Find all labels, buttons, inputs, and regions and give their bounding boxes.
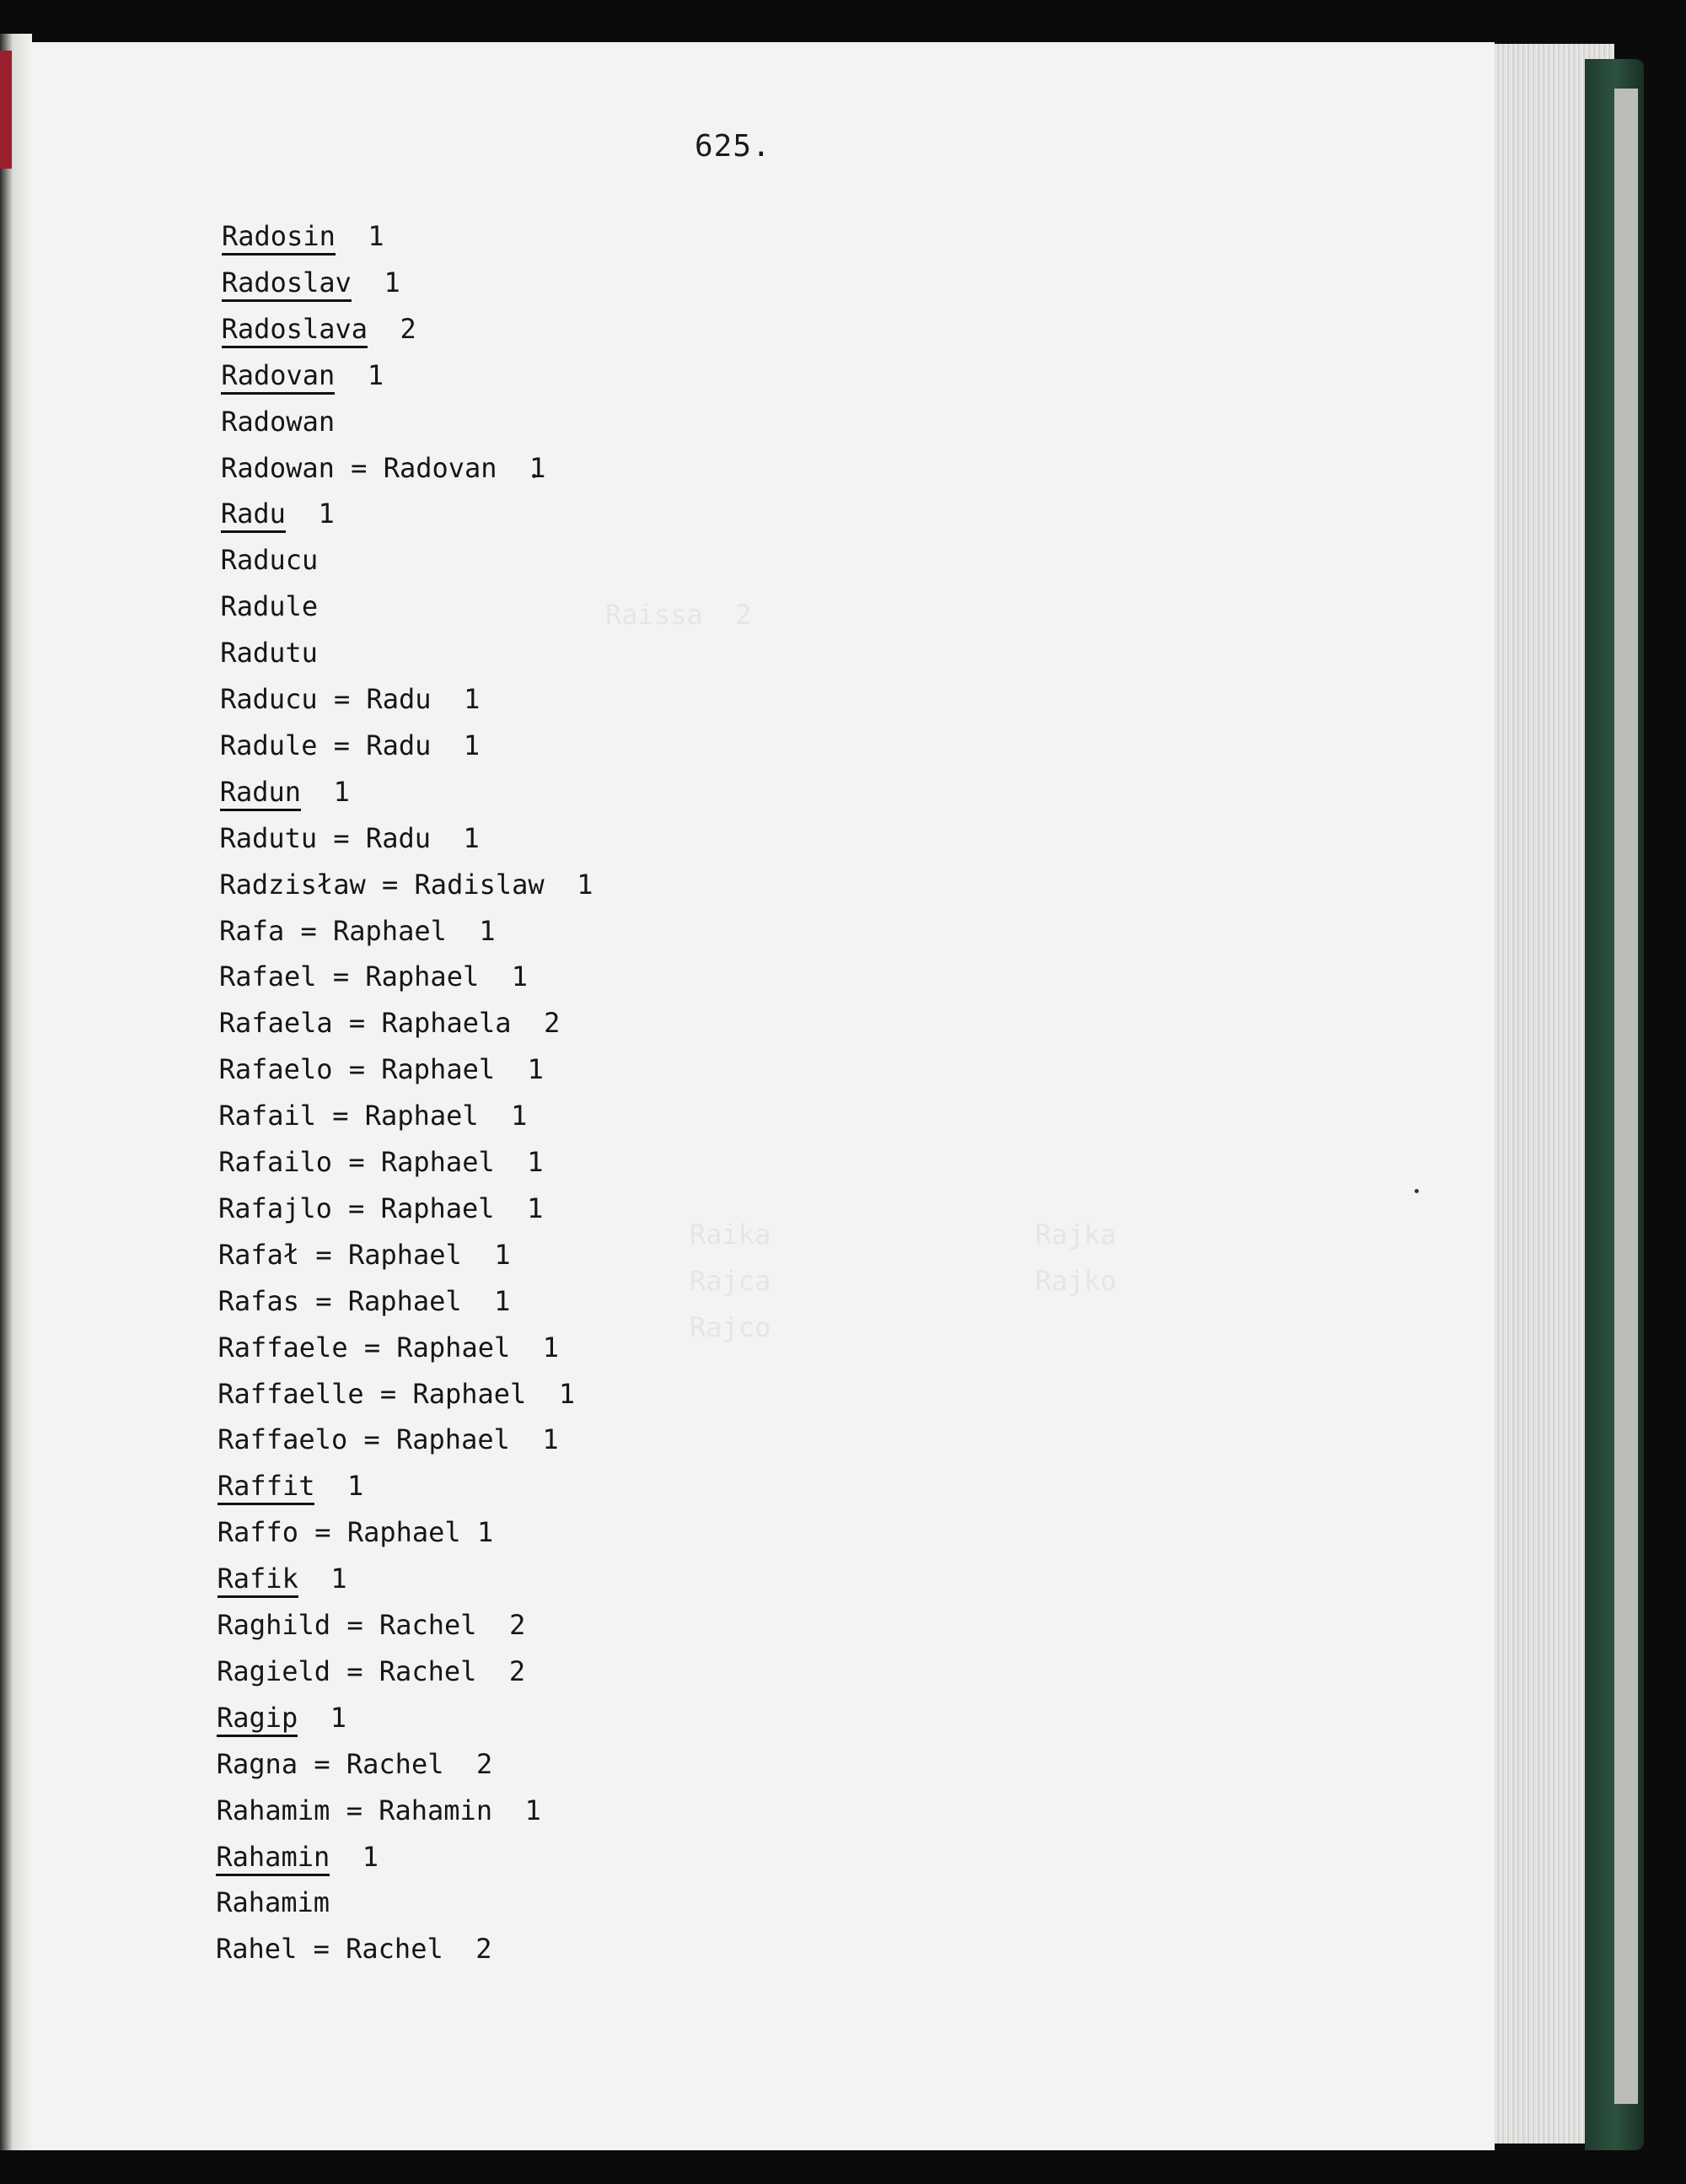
- entry-line: [217, 1701, 346, 1735]
- entry-reference: = Raphael 1: [316, 960, 529, 993]
- entry-reference: 1: [298, 1701, 347, 1734]
- entry-line: [221, 497, 335, 530]
- entry-name: Raffaele: [217, 1331, 348, 1364]
- entry-line: [218, 1284, 511, 1318]
- book-page: [32, 42, 1495, 2150]
- entry-line: [217, 1331, 559, 1364]
- show-through-text: Rajca: [690, 1265, 771, 1297]
- show-through-text: Raika: [690, 1218, 771, 1251]
- entry-line: [222, 219, 384, 253]
- entry-line: [220, 636, 318, 670]
- entry-line: [219, 960, 528, 993]
- entry-name: Rahamin: [216, 1841, 330, 1876]
- entry-reference: = Radislaw 1: [365, 868, 593, 901]
- entry-reference: = Radu 1: [317, 729, 481, 761]
- entry-line: [222, 266, 400, 299]
- entry-line: [221, 451, 545, 485]
- entry-name: Radoslav: [222, 266, 352, 302]
- entry-list: [32, 42, 1044, 2066]
- entry-reference: = Rachel 2: [330, 1609, 526, 1641]
- entry-reference: 1: [285, 498, 335, 530]
- entry-name: Raducu: [220, 544, 319, 577]
- entry-line: [216, 1840, 379, 1874]
- entry-reference: = Raphael 1: [347, 1331, 560, 1364]
- entry-line: [220, 775, 350, 809]
- entry-name: Radosin: [222, 220, 336, 256]
- entry-name: Radule: [220, 590, 319, 623]
- entry-reference: = Rachel 2: [330, 1654, 526, 1687]
- entry-name: Rafas: [217, 1284, 299, 1317]
- entry-name: Raffaelo: [217, 1423, 348, 1456]
- entry-name: Rafajlo: [218, 1192, 332, 1224]
- entry-name: Rahel: [216, 1933, 298, 1966]
- entry-line: [219, 1006, 561, 1040]
- entry-line: [219, 1052, 544, 1086]
- entry-reference: = Raphael 1: [332, 1053, 544, 1086]
- entry-name: Rafa: [219, 914, 285, 947]
- entry-line: [220, 589, 318, 623]
- entry-line: [218, 1238, 511, 1272]
- entry-reference: = Raphael 1: [331, 1192, 544, 1224]
- entry-line: [220, 729, 480, 762]
- entry-line: [221, 358, 384, 392]
- entry-line: [217, 1794, 541, 1827]
- entry-name: Raffo: [217, 1516, 299, 1549]
- entry-reference: = Raphael 1: [284, 914, 496, 947]
- entry-name: Radu: [221, 498, 286, 533]
- entry-line: [217, 1423, 559, 1456]
- entry-reference: = Radu 1: [317, 683, 481, 715]
- entry-line: [216, 1885, 330, 1919]
- entry-name: Rafaelo: [218, 1053, 333, 1086]
- show-through-text: Rajco: [690, 1311, 771, 1343]
- entry-reference: = Raphael 1: [298, 1284, 511, 1317]
- book-cover-inner: [1614, 89, 1638, 2104]
- entry-name: Rafik: [217, 1563, 298, 1598]
- entry-reference: = Radu 1: [317, 821, 480, 854]
- entry-name: Radutu: [219, 821, 318, 854]
- entry-name: Rahamim: [216, 1886, 330, 1919]
- entry-reference: = Rahamin 1: [330, 1794, 541, 1826]
- entry-reference: = Raphael 1: [332, 1146, 544, 1178]
- show-through-text: Raissa 2: [605, 599, 752, 631]
- entry-name: Rafaela: [218, 1007, 333, 1040]
- entry-reference: = Raphael 1: [298, 1516, 494, 1549]
- entry-name: Raffaelle: [217, 1377, 364, 1410]
- entry-name: Rafael: [218, 960, 317, 993]
- entry-line: [217, 1377, 575, 1411]
- entry-line: [217, 1747, 493, 1781]
- entry-line: [217, 1515, 494, 1549]
- entry-name: Raducu: [220, 683, 318, 715]
- entry-name: Radoslava: [222, 313, 368, 348]
- entry-name: Rafail: [218, 1100, 316, 1132]
- entry-line: [218, 1145, 543, 1179]
- entry-name: Radzisław: [219, 868, 366, 901]
- entry-line: [220, 821, 480, 855]
- entry-name: Raghild: [217, 1609, 331, 1641]
- entry-line: [219, 914, 496, 948]
- entry-name: Raffit: [217, 1470, 315, 1505]
- entry-line: [217, 1608, 525, 1642]
- entry-name: Radule: [219, 729, 318, 761]
- entry-line: [221, 543, 319, 577]
- entry-name: Ragip: [217, 1702, 298, 1737]
- entry-line: [218, 1099, 527, 1132]
- entry-reference: 2: [368, 312, 416, 345]
- entry-name: Ragield: [217, 1654, 330, 1687]
- entry-reference: = Raphael 1: [363, 1377, 576, 1410]
- entry-reference: 1: [335, 358, 384, 391]
- entry-reference: = Raphael 1: [347, 1423, 559, 1456]
- entry-name: Radowan: [221, 451, 335, 484]
- entry-reference: 1: [330, 1840, 379, 1873]
- entry-name: Radovan: [221, 359, 335, 395]
- entry-name: Ragna: [216, 1747, 298, 1780]
- entry-name: Radun: [220, 776, 301, 811]
- entry-reference: 1: [335, 220, 384, 252]
- entry-name: Radowan: [221, 405, 336, 438]
- entry-line: [217, 1562, 347, 1595]
- entry-reference: = Radovan 1: [334, 451, 546, 484]
- entry-reference: = Rachel 2: [298, 1747, 493, 1780]
- entry-line: [216, 1932, 492, 1966]
- entry-line: [217, 1654, 525, 1688]
- entry-line: [221, 405, 335, 438]
- entry-reference: = Raphael 1: [315, 1100, 528, 1132]
- entry-name: Radutu: [220, 637, 318, 670]
- speck: [1415, 1189, 1419, 1193]
- entry-line: [218, 1192, 543, 1225]
- entry-reference: 1: [351, 266, 400, 299]
- entry-name: Rahamim: [216, 1794, 330, 1826]
- red-bookmark-edge: [0, 51, 12, 169]
- entry-reference: 1: [314, 1470, 364, 1503]
- entry-reference: = Rachel 2: [297, 1933, 492, 1966]
- entry-reference: = Raphael 1: [299, 1238, 511, 1271]
- entry-reference: = Raphaela 2: [332, 1007, 561, 1040]
- show-through-text: Rajka: [1035, 1218, 1117, 1251]
- entry-reference: 1: [301, 775, 350, 808]
- entry-reference: 1: [298, 1563, 347, 1595]
- entry-name: Rafailo: [218, 1146, 333, 1178]
- entry-line: [217, 1469, 363, 1503]
- entry-line: [222, 312, 416, 346]
- entry-name: Rafał: [217, 1238, 300, 1271]
- page-number: 625.: [695, 129, 771, 164]
- show-through-text: Rajko: [1035, 1265, 1117, 1297]
- left-page-edge: [0, 34, 32, 2150]
- entry-line: [220, 682, 480, 716]
- entry-line: [219, 868, 593, 901]
